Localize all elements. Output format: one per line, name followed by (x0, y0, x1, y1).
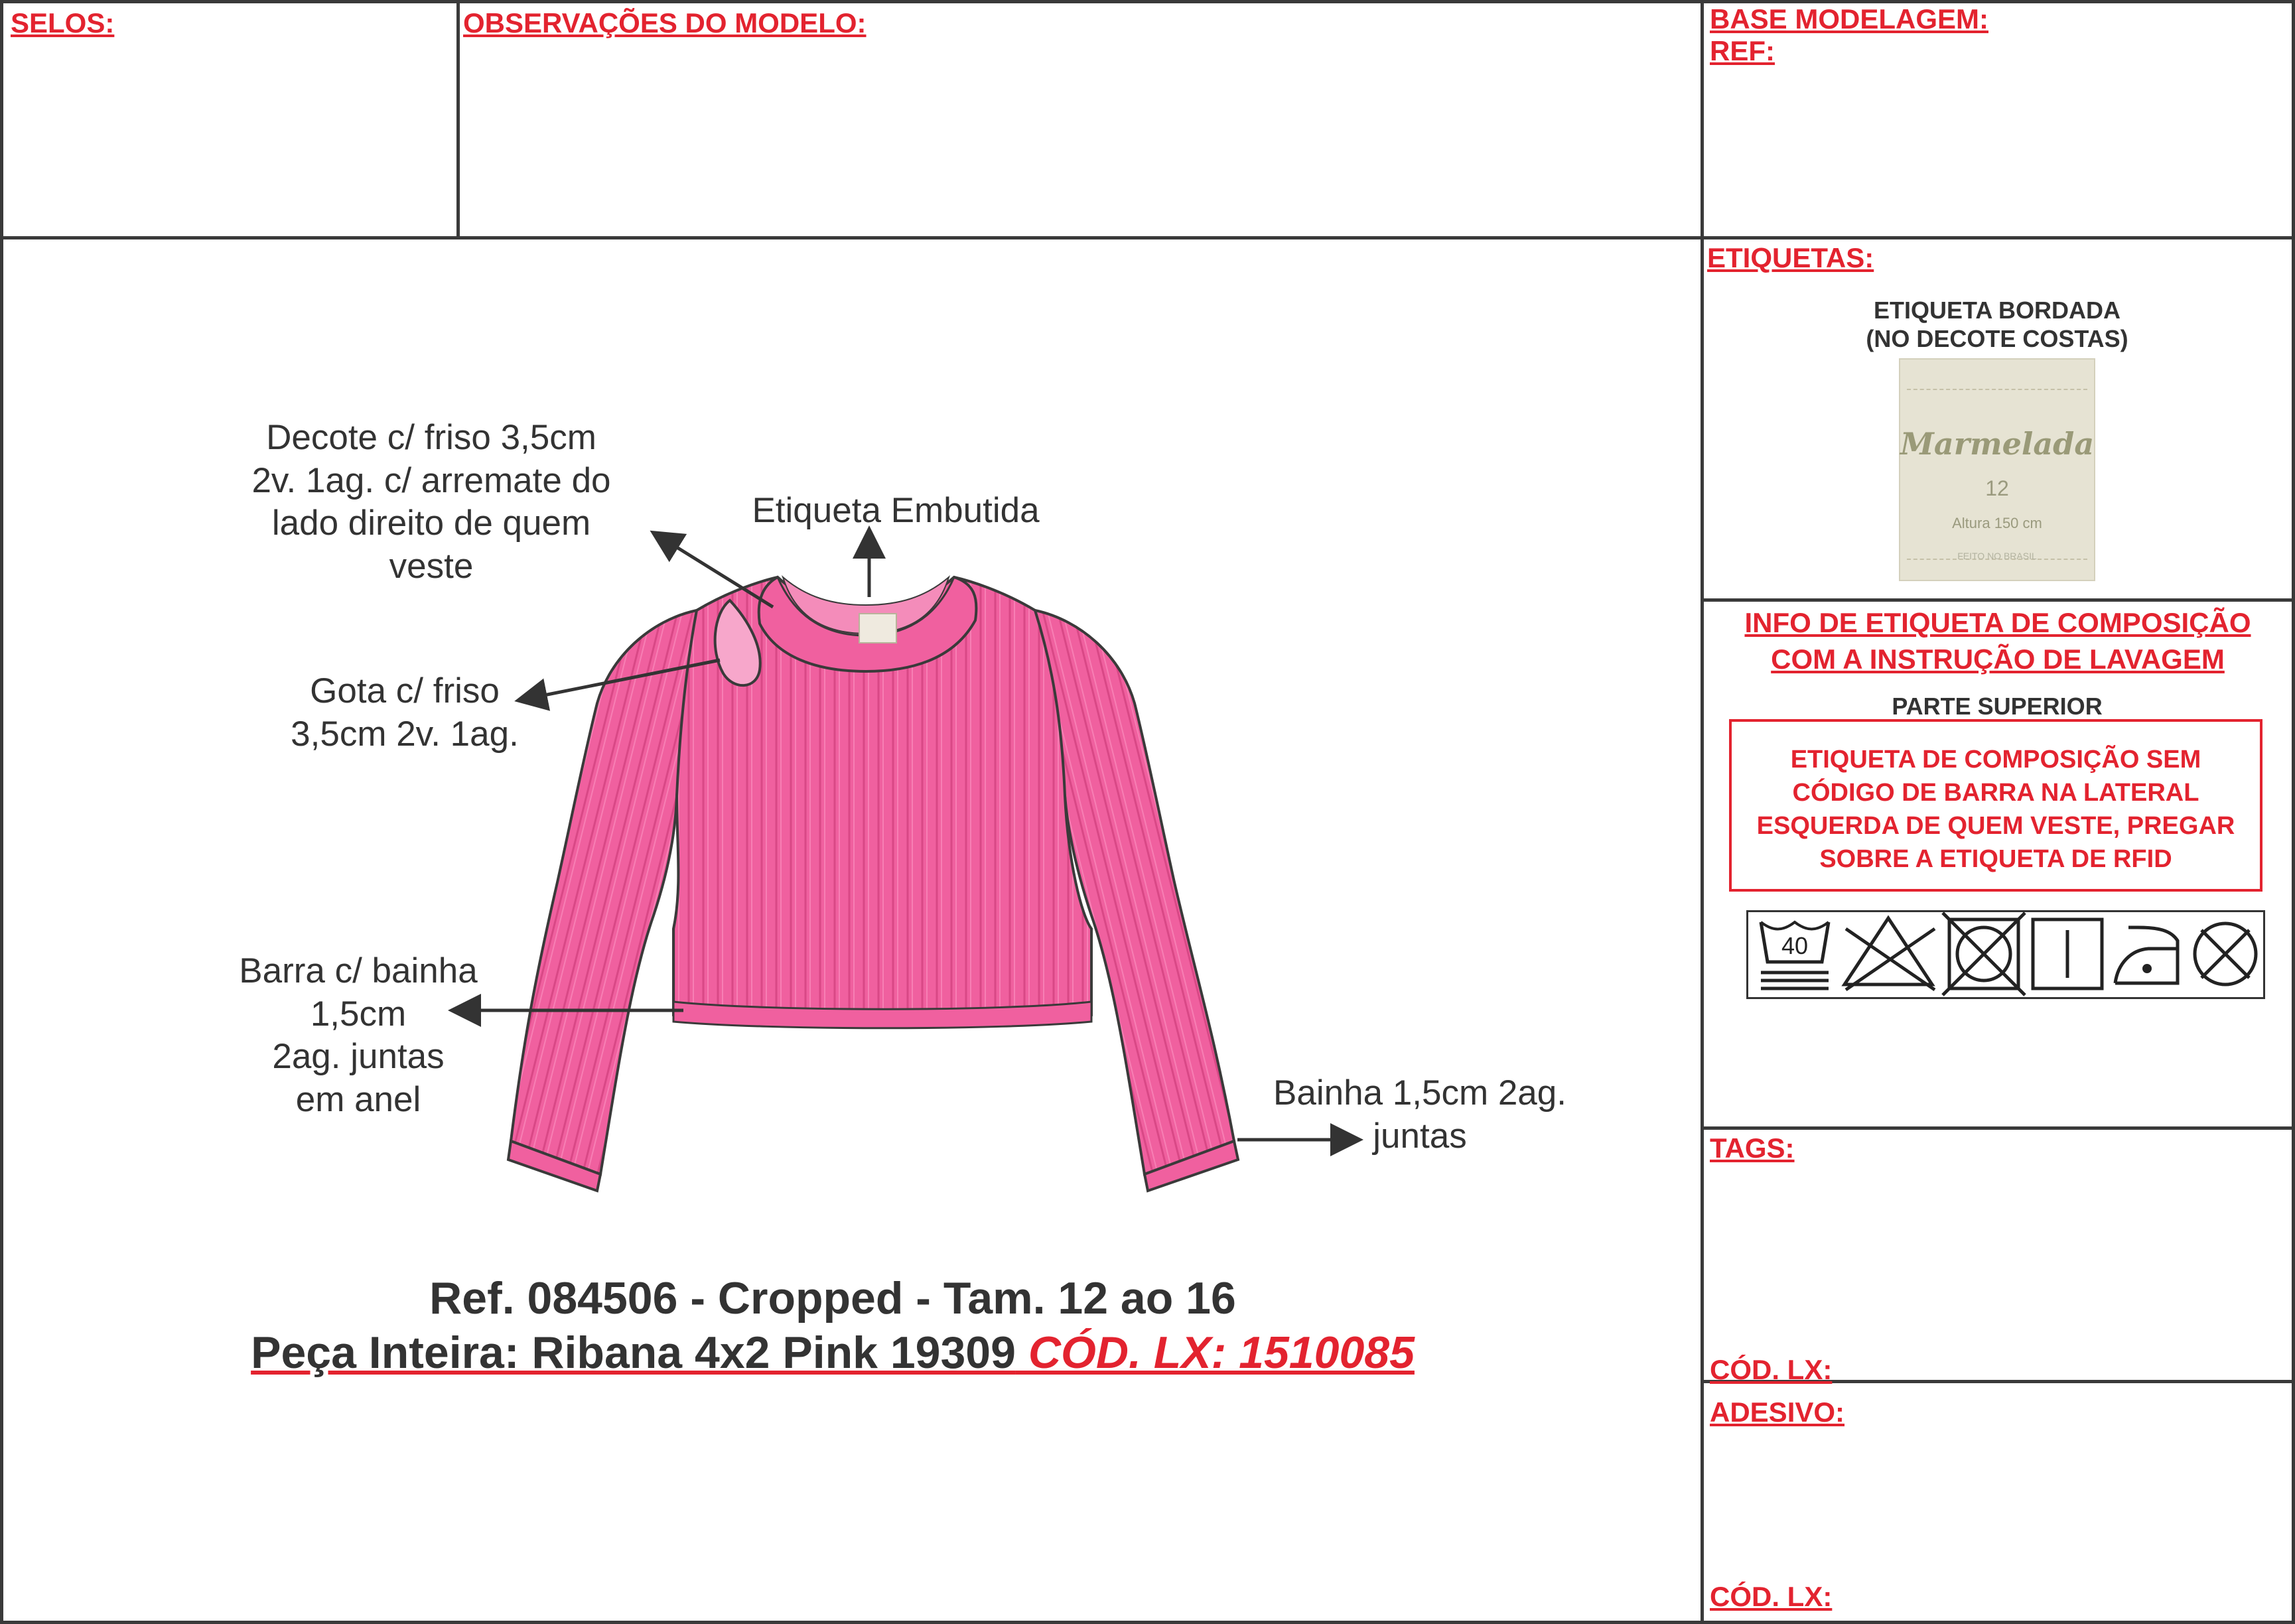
callout-bainha: Bainha 1,5cm 2ag. juntas (1273, 1073, 1566, 1156)
adesivo-title: ADESIVO: (1710, 1396, 1845, 1428)
line-dry-icon (2033, 919, 2102, 988)
etiquetas-title: ETIQUETAS: (1707, 242, 1874, 273)
wash-temperature: 40 (1781, 932, 1809, 959)
callout-gota: Gota c/ friso 3,5cm 2v. 1ag. (291, 671, 519, 754)
label-brand: Marmelada (1900, 426, 2095, 462)
divider-etiquetas (1701, 598, 2295, 602)
label-height: Altura 150 cm (1952, 515, 2042, 531)
inner-label (859, 614, 896, 643)
label-stitch (1907, 389, 2087, 390)
composition-part: PARTE SUPERIOR (1892, 693, 2103, 720)
wash-40-gentle-icon (1761, 922, 1829, 988)
observacoes-title: OBSERVAÇÕES DO MODELO: (463, 7, 867, 38)
label-heading: ETIQUETA BORDADA (NO DECOTE COSTAS) (1866, 297, 2128, 353)
do-not-bleach-icon (1844, 918, 1935, 990)
adesivo-cod-lx: CÓD. LX: (1710, 1581, 1833, 1612)
do-not-tumble-dry-icon (1943, 913, 2025, 995)
reference-lx-code: CÓD. LX: 1510085 (1015, 1327, 1415, 1378)
composition-note: ETIQUETA DE COMPOSIÇÃO SEM CÓDIGO DE BARRA NA LATERAL ESQUERDA DE QUEM VESTE, PREGAR SOBRE A ETIQUETA DE RFID (1756, 746, 2235, 874)
base-modelagem-title: BASE MODELAGEM: (1710, 3, 1988, 34)
callout-barra: Barra c/ bainha 1,5cm 2ag. juntas em anel (239, 951, 478, 1119)
reference-fabric: Peça Inteira: Ribana 4x2 Pink 19309 (251, 1327, 1016, 1378)
arrow-decote (656, 534, 773, 607)
callout-decote: Decote c/ friso 3,5cm 2v. 1ag. c/ arremate do lado direito de quem veste (251, 418, 611, 586)
label-size: 12 (1985, 476, 2009, 500)
ref-title: REF: (1710, 35, 1775, 66)
callout-etiqueta-embutida: Etiqueta Embutida (752, 491, 1040, 530)
do-not-dry-clean-icon (2195, 923, 2256, 984)
reference-line-2 (0, 1327, 1665, 1379)
divider-tags (1701, 1126, 2295, 1130)
composition-title: INFO DE ETIQUETA DE COMPOSIÇÃO COM A INSTRUÇÃO DE LAVAGEM (1744, 607, 2251, 675)
care-symbols (1746, 910, 2265, 999)
selos-title: SELOS: (11, 7, 115, 38)
tags-title: TAGS: (1710, 1132, 1795, 1164)
label-origin: FEITO NO BRASIL (1957, 551, 2037, 561)
reference-line-1: Ref. 084506 - Cropped - Tam. 12 ao 16 (429, 1273, 1236, 1323)
iron-low-icon (2115, 927, 2178, 983)
tags-cod-lx: CÓD. LX: (1710, 1354, 1833, 1385)
embroidered-label (1899, 358, 2095, 581)
